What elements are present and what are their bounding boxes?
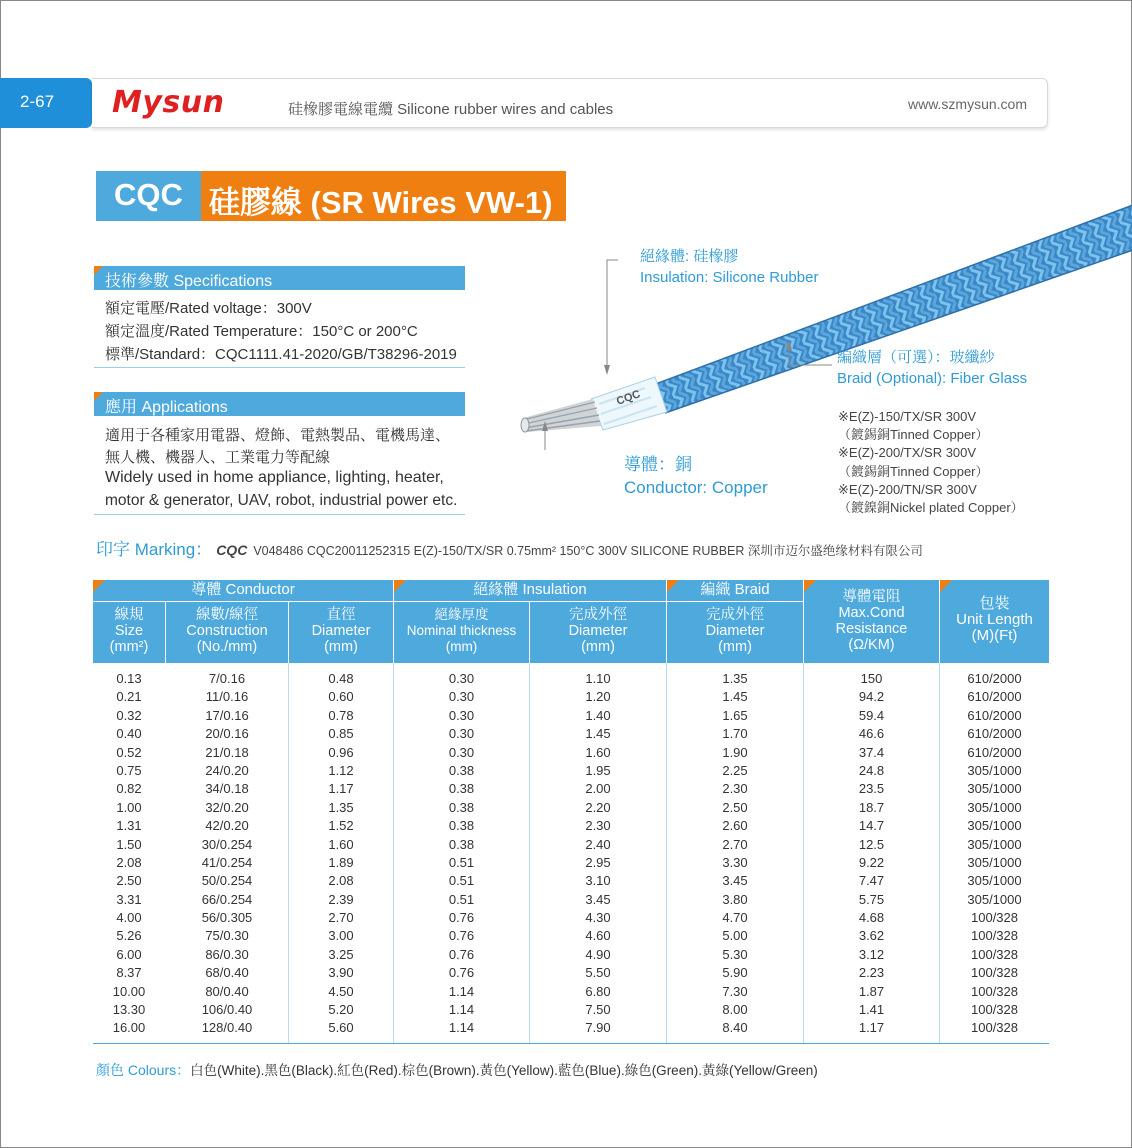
cell-insulation-diameter: 2.00	[585, 781, 611, 797]
cell-construction: 11/0.16	[205, 689, 249, 705]
cable-illustration	[505, 200, 1132, 450]
cell-insulation-diameter: 3.45	[585, 891, 611, 907]
cell-unit-length: 610/2000	[967, 744, 1022, 760]
table-row	[93, 1019, 1049, 1037]
cell-construction: 34/0.18	[205, 781, 249, 797]
table-row	[93, 762, 1049, 780]
cell-resistance: 5.75	[858, 891, 885, 907]
brand-logo: Mysun	[112, 85, 225, 120]
group-insulation: 絕緣體 Insulation	[473, 581, 587, 598]
cell-insulation-diameter: 1.40	[585, 707, 611, 723]
cell-size: 4.00	[116, 910, 142, 926]
cell-unit-length: 305/1000	[967, 836, 1022, 852]
cell-braid-diameter: 7.30	[722, 983, 748, 999]
variant-line: ※E(Z)-200/TN/SR 300V	[838, 481, 977, 497]
variant-line: （鍍錫銅Tinned Copper）	[838, 427, 989, 443]
cell-insulation-diameter: 2.95	[585, 854, 611, 870]
table-row	[93, 891, 1049, 909]
cell-braid-diameter: 4.70	[722, 910, 748, 926]
conductor-strands	[521, 399, 601, 432]
cell-size: 0.82	[116, 781, 142, 797]
table-row	[93, 909, 1049, 927]
cell-construction: 32/0.20	[205, 799, 249, 815]
cell-insulation-diameter: 4.30	[585, 910, 611, 926]
insulation-label-cn: 絕緣體: 硅橡膠	[640, 248, 739, 265]
col-size: 線規 Size (mm²)	[109, 607, 149, 655]
marking-label: 印字 Marking：	[96, 540, 213, 559]
group-conductor: 導體 Conductor	[191, 581, 295, 598]
cell-unit-length: 100/328	[971, 1020, 1018, 1036]
cell-unit-length: 100/328	[971, 946, 1018, 962]
cell-resistance: 46.6	[858, 726, 885, 742]
cell-nominal-thickness: 0.30	[448, 671, 475, 686]
cell-resistance: 1.87	[858, 983, 885, 999]
divider	[94, 367, 465, 368]
cell-insulation-diameter: 2.40	[585, 836, 611, 852]
cell-resistance: 24.8	[858, 762, 885, 778]
cell-braid-diameter: 1.35	[722, 671, 748, 686]
cell-construction: 24/0.20	[205, 762, 249, 778]
cell-unit-length: 610/2000	[967, 689, 1022, 705]
cell-resistance: 7.47	[858, 873, 885, 889]
table-body	[93, 670, 1049, 1038]
cell-unit-length: 610/2000	[967, 707, 1022, 723]
cell-insulation-diameter: 1.20	[585, 689, 611, 705]
cell-nominal-thickness: 0.30	[448, 726, 475, 742]
application-line-en-1: Widely used in home appliance, lighting, heater,	[105, 469, 444, 486]
marking-text: V048486 CQC20011252315 E(Z)-150/TX/SR 0.75mm² 150°C 300V SILICONE RUBBER 深圳市迈尔盛绝缘材料有限公司	[253, 544, 923, 558]
cell-construction: 106/0.40	[201, 1002, 253, 1018]
cell-conductor-diameter: 2.08	[328, 873, 354, 889]
cell-nominal-thickness: 0.76	[448, 928, 475, 944]
cell-conductor-diameter: 1.52	[328, 818, 354, 834]
col-construction: 線數/線徑 Construction (No./mm)	[186, 607, 268, 655]
col-conductor-diameter: 直徑 Diameter (mm)	[311, 607, 371, 655]
cell-braid-diameter: 8.00	[722, 1002, 748, 1018]
insulation-arrow-icon	[604, 365, 610, 375]
cell-size: 10.00	[112, 983, 146, 999]
cell-size: 1.50	[116, 836, 142, 852]
cell-construction: 50/0.254	[201, 873, 253, 889]
title-badge: CQC	[96, 171, 201, 221]
table-row	[93, 983, 1049, 1001]
cell-braid-diameter: 2.30	[722, 781, 748, 797]
specifications-heading	[94, 266, 465, 290]
cell-nominal-thickness: 1.14	[448, 1020, 475, 1036]
cell-insulation-diameter: 1.10	[585, 671, 611, 686]
divider	[94, 514, 465, 515]
variant-line: ※E(Z)-200/TX/SR 300V	[838, 445, 977, 461]
cell-insulation-diameter: 1.45	[585, 726, 611, 742]
application-line-cn-2: 無人機、機器人、工業電力等配線	[105, 449, 331, 466]
cell-size: 5.26	[116, 928, 142, 944]
cell-nominal-thickness: 0.38	[448, 781, 475, 797]
application-line-cn-1: 適用于各種家用電器、燈飾、電熱製品、電機馬達、	[105, 427, 451, 444]
cell-resistance: 1.41	[858, 1002, 885, 1018]
cell-resistance: 3.62	[858, 928, 885, 944]
page-number-tab	[0, 78, 92, 128]
cell-insulation-diameter: 1.60	[585, 744, 611, 760]
cell-construction: 75/0.30	[205, 928, 249, 944]
cell-braid-diameter: 1.70	[722, 726, 748, 742]
table-row	[93, 927, 1049, 945]
cell-nominal-thickness: 0.30	[448, 707, 475, 723]
cell-nominal-thickness: 0.76	[448, 946, 475, 962]
cell-size: 0.13	[116, 671, 142, 686]
cell-resistance: 9.22	[858, 854, 885, 870]
cell-conductor-diameter: 3.00	[328, 928, 354, 944]
colours-text: 白色(White).黑色(Black).紅色(Red).棕色(Brown).黃色(Yellow).藍色(Blue).綠色(Green).黃綠(Yellow/Green)	[190, 1063, 818, 1078]
cell-braid-diameter: 2.25	[722, 762, 748, 778]
col-nominal-thickness: 絕緣厚度 Nominal thickness (mm)	[406, 607, 517, 654]
cell-conductor-diameter: 2.70	[328, 910, 354, 926]
cell-braid-diameter: 1.65	[722, 707, 748, 723]
table-row	[93, 744, 1049, 762]
cell-nominal-thickness: 0.30	[448, 689, 475, 705]
variant-line: （鍍鎳銅Nickel plated Copper）	[838, 500, 1024, 516]
website-link[interactable]: www.szmysun.com	[907, 96, 1027, 112]
cell-unit-length: 305/1000	[967, 873, 1022, 889]
cell-unit-length: 305/1000	[967, 799, 1022, 815]
cell-size: 0.40	[116, 726, 142, 742]
colours-line	[96, 1059, 818, 1080]
corner-marker	[94, 266, 103, 275]
cell-braid-diameter: 5.90	[722, 965, 748, 981]
cell-resistance: 37.4	[858, 744, 885, 760]
cell-braid-diameter: 2.60	[722, 818, 748, 834]
cell-nominal-thickness: 0.76	[448, 910, 475, 926]
cell-braid-diameter: 1.90	[722, 744, 748, 760]
application-line-en-2: motor & generator, UAV, robot, industrial power etc.	[105, 492, 458, 509]
cell-unit-length: 100/328	[971, 1002, 1018, 1018]
header-bar	[92, 78, 1048, 128]
conductor-label-en: Conductor: Copper	[624, 478, 768, 497]
cell-nominal-thickness: 0.30	[448, 744, 475, 760]
cell-insulation-diameter: 7.50	[585, 1002, 611, 1018]
cell-nominal-thickness: 1.14	[448, 1002, 475, 1018]
cell-construction: 128/0.40	[201, 1020, 253, 1036]
cell-nominal-thickness: 0.51	[448, 873, 475, 889]
group-braid: 編織 Braid	[700, 581, 770, 598]
table-row	[93, 854, 1049, 872]
page-title	[96, 171, 566, 221]
cell-braid-diameter: 5.00	[722, 928, 748, 944]
marking-line	[96, 535, 923, 560]
cell-construction: 86/0.30	[205, 946, 249, 962]
table-row	[93, 872, 1049, 890]
cell-braid-diameter: 3.45	[722, 873, 748, 889]
cell-conductor-diameter: 4.50	[328, 983, 354, 999]
table-row	[93, 964, 1049, 982]
cell-resistance: 150	[860, 671, 883, 686]
cell-braid-diameter: 3.30	[722, 854, 748, 870]
cell-nominal-thickness: 0.38	[448, 818, 475, 834]
cell-insulation-diameter: 7.90	[585, 1020, 611, 1036]
cell-unit-length: 305/1000	[967, 891, 1022, 907]
cell-nominal-thickness: 1.14	[448, 983, 475, 999]
cell-nominal-thickness: 0.51	[448, 854, 475, 870]
cell-braid-diameter: 1.45	[722, 689, 748, 705]
cell-resistance: 94.2	[858, 689, 885, 705]
table-row	[93, 1001, 1049, 1019]
cell-size: 2.08	[116, 854, 142, 870]
cell-unit-length: 305/1000	[967, 781, 1022, 797]
cell-size: 0.52	[116, 744, 142, 760]
cell-braid-diameter: 5.30	[722, 946, 748, 962]
table-row	[93, 707, 1049, 725]
cell-size: 3.31	[116, 891, 142, 907]
title-main: 硅膠線 (SR Wires VW-1)	[201, 171, 567, 221]
cell-resistance: 4.68	[858, 910, 885, 926]
cell-size: 8.37	[116, 965, 142, 981]
cell-resistance: 59.4	[858, 707, 885, 723]
cell-nominal-thickness: 0.51	[448, 891, 475, 907]
cell-size: 1.00	[116, 799, 142, 815]
cell-braid-diameter: 2.70	[722, 836, 748, 852]
cell-conductor-diameter: 1.35	[328, 799, 354, 815]
cell-conductor-diameter: 0.96	[328, 744, 354, 760]
cell-insulation-diameter: 6.80	[585, 983, 611, 999]
insulation-leader-line	[607, 260, 618, 370]
cell-unit-length: 100/328	[971, 965, 1018, 981]
cell-insulation-diameter: 2.20	[585, 799, 611, 815]
cell-conductor-diameter: 1.17	[328, 781, 354, 797]
table-row	[93, 688, 1049, 706]
cell-insulation-diameter: 4.60	[585, 928, 611, 944]
cell-construction: 7/0.16	[208, 671, 246, 686]
cell-conductor-diameter: 2.39	[328, 891, 354, 907]
cell-construction: 56/0.305	[201, 910, 253, 926]
applications-heading-label: 應用 Applications	[105, 399, 228, 416]
cell-conductor-diameter: 1.89	[328, 854, 354, 870]
cell-conductor-diameter: 1.12	[328, 762, 354, 778]
cell-resistance: 23.5	[858, 781, 885, 797]
cell-nominal-thickness: 0.76	[448, 965, 475, 981]
cell-construction: 80/0.40	[205, 983, 249, 999]
cell-nominal-thickness: 0.38	[448, 762, 475, 778]
cell-conductor-diameter: 0.60	[328, 689, 354, 705]
braid-label-cn: 編織層（可選）：玻纖紗	[837, 349, 995, 366]
corner-marker	[94, 392, 103, 401]
cell-unit-length: 100/328	[971, 910, 1018, 926]
braid-label-en: Braid (Optional): Fiber Glass	[837, 370, 1028, 387]
cell-construction: 41/0.254	[201, 854, 253, 870]
cell-braid-diameter: 8.40	[722, 1020, 748, 1036]
conductor-label-cn: 導體：銅	[624, 455, 692, 474]
cell-unit-length: 100/328	[971, 983, 1018, 999]
table-row	[93, 780, 1049, 798]
cell-construction: 68/0.40	[205, 965, 249, 981]
cell-unit-length: 305/1000	[967, 818, 1022, 834]
table-row	[93, 836, 1049, 854]
table-row	[93, 725, 1049, 743]
cell-resistance: 12.5	[858, 836, 885, 852]
cell-size: 13.30	[112, 1002, 146, 1018]
cell-resistance: 18.7	[858, 799, 885, 815]
table-row	[93, 817, 1049, 835]
table-bottom-border	[93, 1043, 1049, 1044]
table-row	[93, 946, 1049, 964]
spec-standard: 標準/Standard：CQC1111.41-2020/GB/T38296-2019	[105, 346, 457, 363]
cell-construction: 30/0.254	[201, 836, 253, 852]
cell-construction: 17/0.16	[205, 707, 249, 723]
cell-braid-diameter: 3.80	[722, 891, 748, 907]
col-resistance: 導體電阻 Max.Cond Resistance (Ω/KM)	[835, 589, 908, 653]
cell-size: 0.75	[116, 762, 142, 778]
cell-insulation-diameter: 3.10	[585, 873, 611, 889]
cell-nominal-thickness: 0.38	[448, 799, 475, 815]
cell-construction: 42/0.20	[205, 818, 249, 834]
cell-unit-length: 305/1000	[967, 854, 1022, 870]
cell-resistance: 1.17	[858, 1020, 885, 1036]
cable-print: CQC	[614, 388, 643, 408]
specifications-heading-label: 技術參數 Specifications	[105, 273, 273, 290]
spec-rated-voltage: 額定電壓/Rated voltage：300V	[105, 300, 312, 317]
cell-construction: 21/0.18	[205, 744, 249, 760]
cell-resistance: 3.12	[858, 946, 885, 962]
variant-notes	[838, 408, 1024, 517]
cell-insulation-diameter: 5.50	[585, 965, 611, 981]
variant-line: ※E(Z)-150/TX/SR 300V	[838, 409, 977, 424]
cell-unit-length: 610/2000	[967, 671, 1022, 686]
cell-unit-length: 610/2000	[967, 726, 1022, 742]
cell-unit-length: 100/328	[971, 928, 1018, 944]
header-divider	[93, 601, 803, 602]
cell-conductor-diameter: 0.85	[328, 726, 354, 742]
applications-heading	[94, 392, 465, 416]
col-braid-diameter: 完成外徑 Diameter (mm)	[705, 607, 765, 655]
cell-conductor-diameter: 5.20	[328, 1002, 354, 1018]
variant-line: （鍍錫銅Tinned Copper）	[838, 463, 989, 479]
cell-size: 6.00	[116, 946, 142, 962]
cell-nominal-thickness: 0.38	[448, 836, 475, 852]
cell-size: 0.21	[116, 689, 142, 705]
cell-insulation-diameter: 1.95	[585, 762, 611, 778]
cell-resistance: 14.7	[858, 818, 885, 834]
col-unit-length: 包裝 Unit Length (M)(Ft)	[956, 595, 1033, 644]
cell-conductor-diameter: 3.90	[328, 965, 354, 981]
table-header	[93, 580, 1049, 663]
cell-insulation-diameter: 4.90	[585, 946, 611, 962]
cell-construction: 20/0.16	[205, 726, 249, 742]
corner-marker	[940, 580, 952, 592]
cell-resistance: 2.23	[858, 965, 885, 981]
header-subtitle: 硅橡膠電線電纜 Silicone rubber wires and cables	[288, 101, 614, 118]
cell-conductor-diameter: 0.78	[328, 707, 354, 723]
cell-construction: 66/0.254	[201, 891, 253, 907]
cell-insulation-diameter: 2.30	[585, 818, 611, 834]
spec-rated-temperature: 額定溫度/Rated Temperature：150°C or 200°C	[105, 323, 418, 340]
cell-size: 2.50	[116, 873, 142, 889]
cell-size: 0.32	[116, 707, 142, 723]
cell-braid-diameter: 2.50	[722, 799, 748, 815]
cell-conductor-diameter: 3.25	[328, 946, 354, 962]
cell-conductor-diameter: 0.48	[328, 671, 354, 686]
insulation-label-en: Insulation: Silicone Rubber	[640, 269, 819, 286]
cell-conductor-diameter: 5.60	[328, 1020, 354, 1036]
col-insulation-diameter: 完成外徑 Diameter (mm)	[568, 607, 628, 655]
cell-unit-length: 305/1000	[967, 762, 1022, 778]
cell-conductor-diameter: 1.60	[328, 836, 354, 852]
colours-label: 顏色 Colours：	[96, 1062, 191, 1078]
cqc-logo: CQC	[216, 542, 248, 558]
cell-size: 16.00	[112, 1020, 146, 1036]
page-number: 2-67	[20, 92, 55, 111]
table-row	[93, 799, 1049, 817]
table-row	[93, 670, 1049, 688]
cell-size: 1.31	[116, 818, 142, 834]
